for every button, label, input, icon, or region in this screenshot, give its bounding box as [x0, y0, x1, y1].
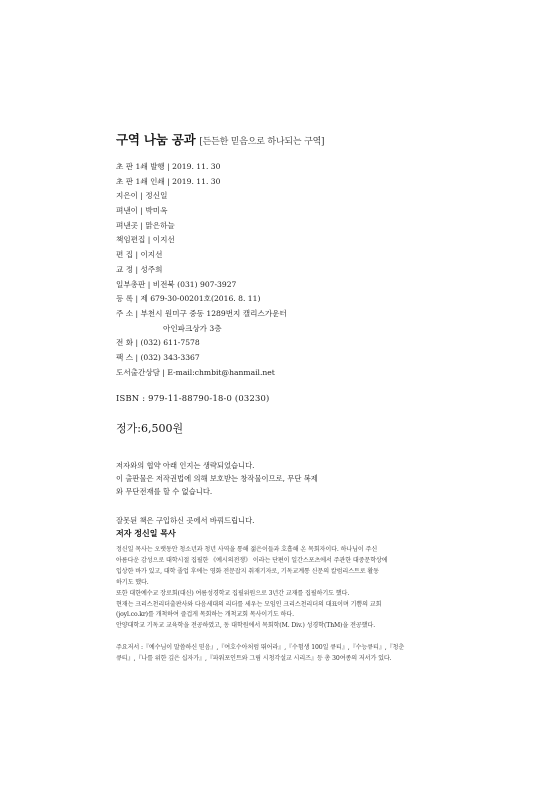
- info-registration: 등 록 | 제 679-30-00201호(2016. 8. 11): [116, 294, 261, 304]
- refund-notice: 잘못된 책은 구입하신 곳에서 바꿔드립니다.: [116, 516, 255, 526]
- book-title-line: [116, 130, 436, 148]
- info-phone: 전 화 | (032) 611-7578: [116, 338, 200, 348]
- info-inquiry-email: 도서출간상담 | E-mail:chmbit@hanmail.net: [116, 367, 275, 377]
- works-line: 주요저서 :『예수님이 말씀하신 믿음』,『여호수아처럼 뛰어라』,『수험생 100일 큐티』,『수능큐티』,『청춘: [116, 644, 405, 652]
- info-address-line-2: 아인파크상가 3층: [163, 323, 222, 333]
- notice-line: 저자와의 협약 아래 인지는 생략되었습니다.: [116, 461, 255, 471]
- isbn: ISBN : 979-11-88790-18-0 (03230): [116, 393, 270, 404]
- info-proofreader: 교 정 | 성주희: [116, 264, 163, 274]
- info-publisher: 펴낸이 | 박미옥: [116, 206, 168, 216]
- author-bio: [116, 545, 436, 632]
- publication-info-list: [116, 160, 436, 380]
- info-publishing-house: 펴낸곳 | 맑은하늘: [116, 220, 175, 230]
- works-line: 큐티』,『나를 위한 깊은 십자가』,『파워포인트와 그림 시청각설교 시리즈』등 총 30여종의 저서가 있다.: [116, 655, 392, 663]
- author-heading: 저자 정신일 목사: [116, 529, 176, 538]
- info-address: 주 소 | 부천시 원미구 중동 1289번지 캘리스가운터: [116, 308, 287, 318]
- bio-line: (joyl.co.kr)를 개척하여 즐겁게 목회하는 개척교회 목사이기도 하다.: [116, 611, 294, 619]
- info-first-printed: 초 판 1쇄 인쇄 | 2019. 11. 30: [116, 176, 221, 186]
- bio-line: 하기도 했다.: [116, 578, 149, 586]
- bio-line: 아름다운 감성으로 대학시절 집필한 《예시의전쟁》 이라는 단편이 일간스포츠에서 주관한 대중문학상에: [116, 556, 388, 564]
- info-fax: 팩 스 | (032) 343-3367: [116, 352, 200, 362]
- author-section: [116, 528, 436, 665]
- book-subtitle: [든든한 믿음으로 하나되는 구역]: [199, 137, 325, 147]
- bio-line: 현재는 크리스천리더출판사와 다음세대의 리더를 세우는 모임인 크리스천리더의 대표이며 기쁨의 교회: [116, 600, 382, 608]
- notice-line: 와 무단전재를 할 수 없습니다.: [116, 486, 213, 496]
- bio-line: 입상한 바가 있고, 대학 졸업 후에는 영화 전문잡지 취재기자로, 기독교계통 신문의 칼럼리스트로 활동: [116, 567, 379, 575]
- author-works: [116, 643, 436, 665]
- info-chief-editor: 책임편집 | 이지선: [116, 235, 175, 245]
- info-author: 지은이 | 정신일: [116, 191, 168, 201]
- notice-line: 이 출판물은 저작권법에 의해 보호받는 창작물이므로, 무단 복제: [116, 473, 318, 483]
- info-editor: 편 집 | 이지선: [116, 250, 163, 260]
- copyright-notice: [116, 460, 436, 498]
- info-first-published: 초 판 1쇄 발행 | 2019. 11. 30: [116, 162, 221, 171]
- bio-line: 또한 대한예수교 장로회(대신) 여름성경학교 집필위원으로 3년간 교재를 집필하기도 했다.: [116, 589, 350, 597]
- price: 정가:6,500원: [116, 422, 184, 436]
- bio-line: 안양대학교 기독교 교육학을 전공하였고, 동 대학원에서 목회학(M. Div.) 성경학(ThM)을 전공했다.: [116, 622, 376, 630]
- colophon-section: [116, 130, 436, 526]
- info-distributor: 일부총판 | 비전북 (031) 907-3927: [116, 279, 237, 289]
- book-title: 구역 나눔 공과: [116, 132, 196, 147]
- bio-line: 정신일 목사는 오랫동안 청소년과 청년 사역을 통해 젊은이들과 호흡해 온 목회자이다. 하나님이 주신: [116, 546, 378, 553]
